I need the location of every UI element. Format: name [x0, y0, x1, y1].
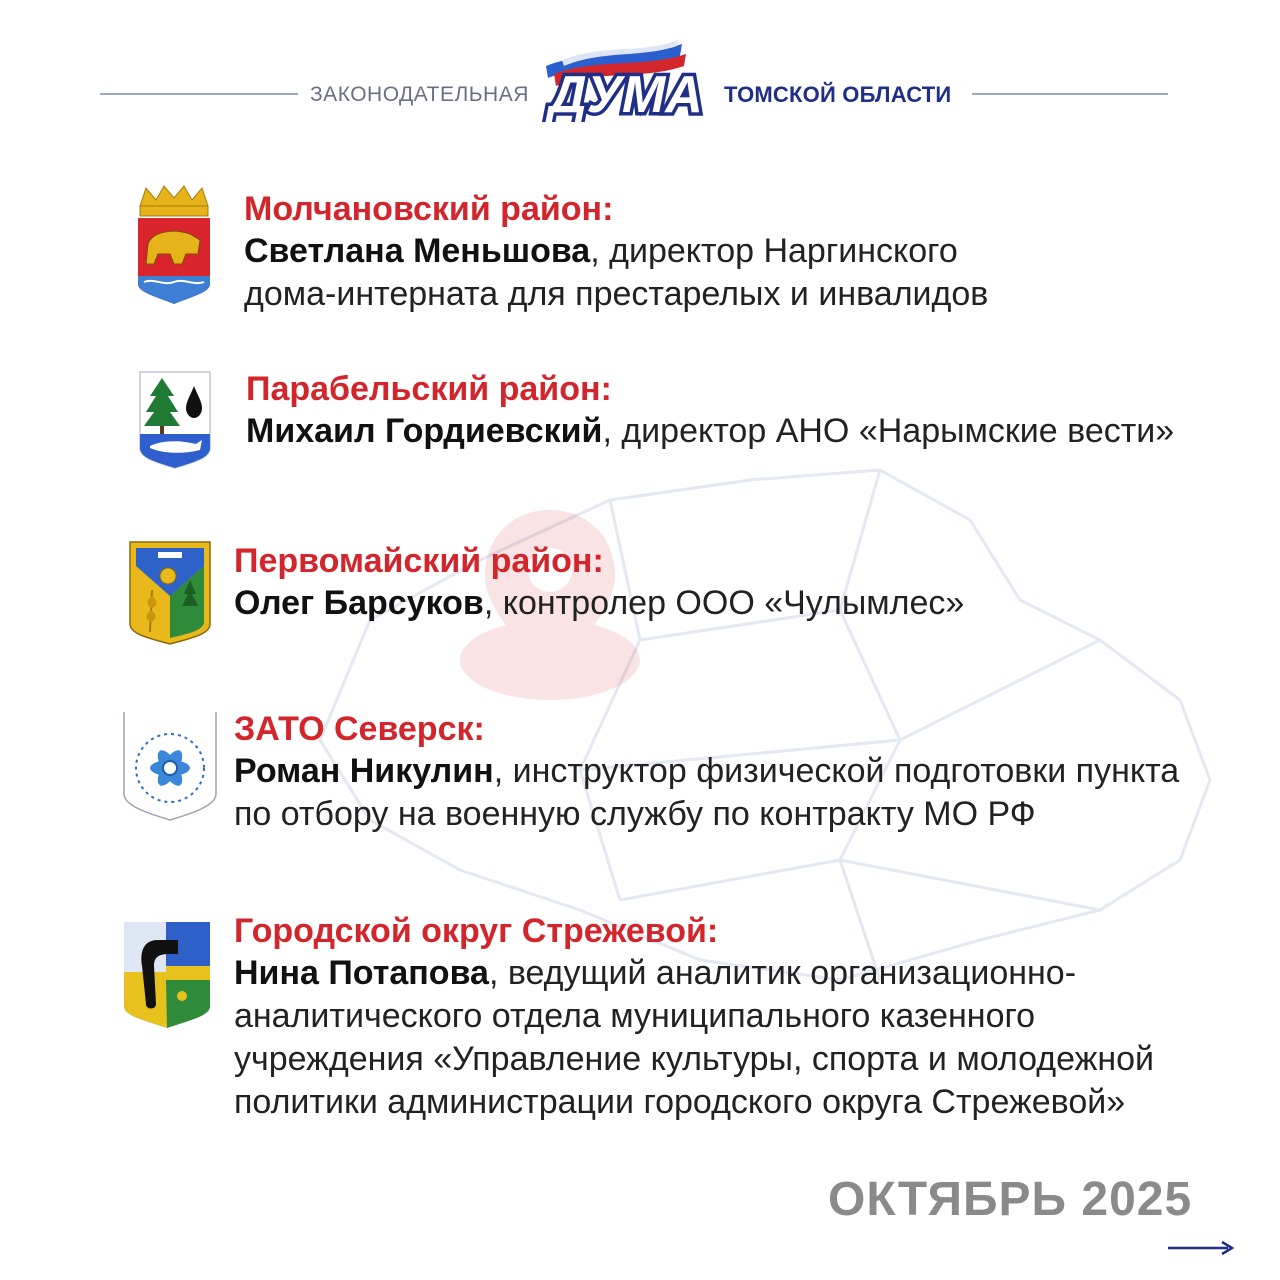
entry-molchanovo: [244, 188, 988, 316]
strezhevoy-crest-icon: [122, 920, 212, 1030]
entry-strezhevoy: [234, 910, 1154, 1124]
region-title: Молчановский район:: [244, 190, 614, 228]
seversk-crest-icon: [122, 710, 218, 822]
next-arrow-icon[interactable]: [1168, 1240, 1236, 1256]
duma-logo: [532, 40, 720, 122]
entry-description: [234, 582, 964, 625]
region-title: ЗАТО Северск:: [234, 710, 485, 748]
month-label: ОКТЯБРЬ 2025: [828, 1173, 1193, 1226]
description-line: , инструктор физической подготовки пункта: [493, 752, 1180, 790]
entry-description: [246, 410, 1174, 453]
description-line: , директор АНО «Нарымские вести»: [602, 412, 1175, 450]
entry-seversk: [234, 708, 1179, 836]
description-line: , директор Наргинского: [590, 232, 958, 270]
region-title: Парабельский район:: [246, 370, 612, 408]
description-line: дома-интерната для престарелых и инвалидов: [244, 275, 989, 313]
description-line: учреждения «Управление культуры, спорта и молодежной: [234, 1040, 1155, 1078]
description-line: , контролер ООО «Чулымлес»: [483, 584, 965, 622]
molchanovo-crest-icon: [134, 184, 214, 306]
description-line: политики администрации городского округа Стрежевой»: [234, 1083, 1126, 1121]
person-name: Светлана Меньшова: [244, 232, 591, 270]
parabel-crest-icon: [136, 368, 214, 470]
description-line: , ведущий аналитик организационно-: [488, 954, 1077, 992]
header-right-text: ТОМСКОЙ ОБЛАСТИ: [724, 82, 952, 107]
entry-pervomaisky: [234, 540, 964, 625]
entry-description: [234, 952, 1154, 995]
region-title: Первомайский район:: [234, 542, 604, 580]
entry-parabel: [246, 368, 1174, 453]
logo-text: ДУМА: [549, 66, 703, 122]
person-name: Олег Барсуков: [234, 584, 484, 622]
header-divider-left: [100, 93, 298, 95]
description-line: аналитического отдела муниципального казенного: [234, 997, 1036, 1035]
description-line: по отбору на военную службу по контракту МО РФ: [234, 795, 1036, 833]
header: [0, 40, 1280, 140]
header-left-text: ЗАКОНОДАТЕЛЬНАЯ: [310, 83, 529, 106]
person-name: Михаил Гордиевский: [246, 412, 603, 450]
region-title: Городской округ Стрежевой:: [234, 912, 719, 950]
header-divider-right: [972, 93, 1168, 95]
entry-description: [244, 230, 988, 273]
person-name: Нина Потапова: [234, 954, 489, 992]
person-name: Роман Никулин: [234, 752, 494, 790]
entry-description: [234, 750, 1179, 793]
pervomaisky-crest-icon: [128, 540, 212, 646]
